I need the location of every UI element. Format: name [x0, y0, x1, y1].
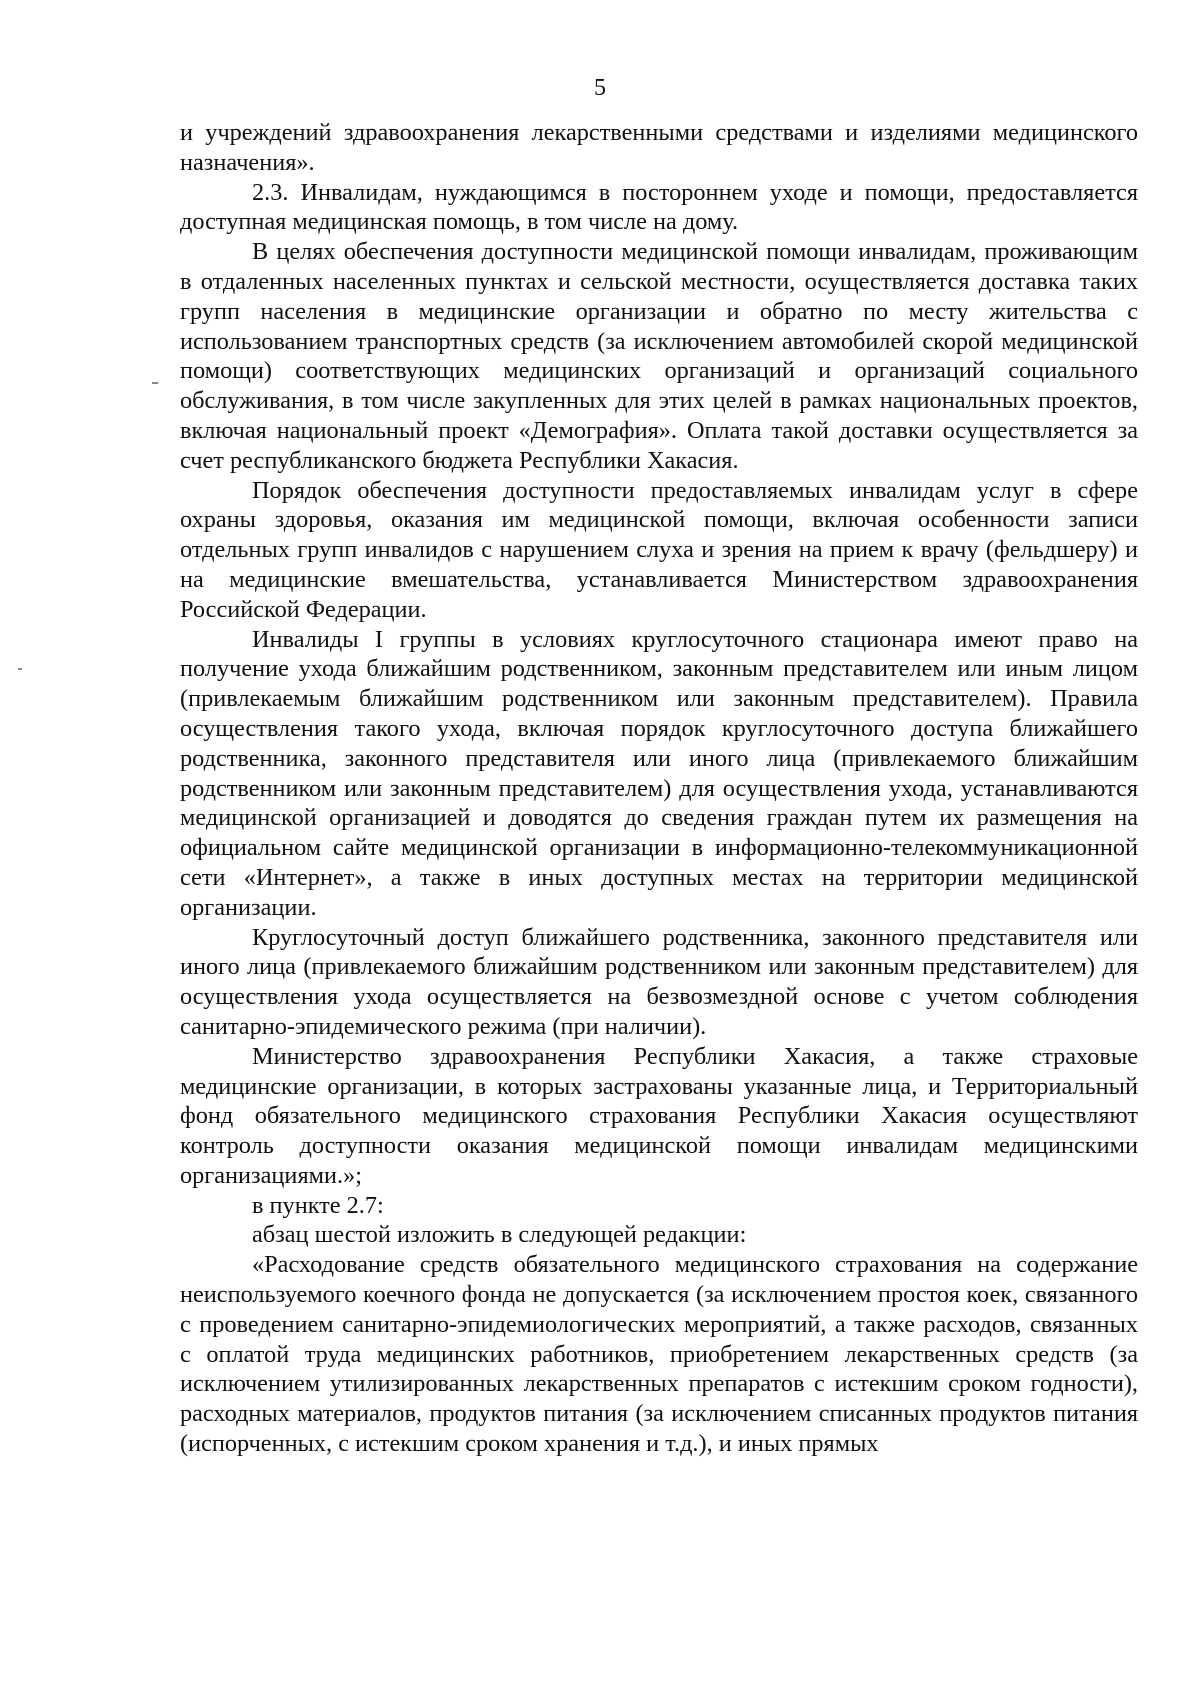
page-number: 5 — [594, 75, 606, 101]
paragraph-clause-2-3: 2.3. Инвалидам, нуждающимся в постороннем уходе и помощи, предоставляется доступная медицинская помощь, в том числе на дому. — [180, 178, 1138, 236]
document-body — [180, 118, 1138, 1459]
paragraph-control: Министерство здравоохранения Республики Хакасия, а также страховые медицинские организации, в которых застрахованы указанные лица, и Территориальный фонд обязательного медицинского страхования Республики Хакасия осуществляют контроль доступности оказания медицинской помощи инвалидам медицинскими организациями.»; — [180, 1042, 1138, 1189]
paragraph-continuation: и учреждений здравоохранения лекарственными средствами и изделиями медицинского назначения». — [180, 119, 1138, 176]
scan-speck — [152, 382, 158, 384]
scan-speck — [18, 668, 22, 670]
paragraph-expenditure: «Расходование средств обязательного медицинского страхования на содержание неиспользуемого коечного фонда не допускается (за исключением простоя коек, связанного с проведением санитарно-эпидемиологических мероприятий, а также расходов, связанных с оплатой труда медицинских работников, приобретением лекарственных средств (за исключением утилизированных лекарственных препаратов с истекшим сроком годности), расходных материалов, продуктов питания (за исключением списанных продуктов питания (испорченных, с истекшим сроком хранения и т.д.), и иных прямых — [180, 1251, 1138, 1458]
paragraph-care-rights: Инвалиды I группы в условиях круглосуточного стационара имеют право на получение ухода ближайшим родственником, законным представителем или иным лицом (привлекаемым ближайшим родственником или законным представителем). Правила осуществления такого ухода, включая порядок круглосуточного доступа ближайшего родственника, законного представителя или иного лица (привлекаемого ближайшим родственником или законным представителем) для осуществления ухода, устанавливаются медицинской организацией и доводятся до сведения граждан путем их размещения на официальном сайте медицинской организации в информационно-телекоммуникационной сети «Интернет», а также в иных доступных местах на территории медицинской организации. — [180, 625, 1138, 921]
paragraph-clause-2-7: в пункте 2.7: — [252, 1191, 384, 1219]
paragraph-accessibility-procedure: Порядок обеспечения доступности предоставляемых инвалидам услуг в сфере охраны здоровья, оказания им медицинской помощи, включая особенности записи отдельных групп инвалидов с нарушением слуха и зрения на прием к врачу (фельдшеру) и на медицинские вмешательства, устанавливается Министерством здравоохранения Российской Федерации. — [180, 476, 1138, 623]
paragraph-amendment-intro: абзац шестой изложить в следующей редакции: — [252, 1221, 747, 1249]
paragraph-transport-delivery: В целях обеспечения доступности медицинской помощи инвалидам, проживающим в отдаленных населенных пунктах и сельской местности, осуществляется доставка таких групп населения в медицинские организации и обратно по месту жительства с использованием транспортных средств (за исключением автомобилей скорой медицинской помощи) соответствующих медицинских организаций и организаций социального обслуживания, в том числе закупленных для этих целей в рамках национальных проектов, включая национальный проект «Демография». Оплата такой доставки осуществляется за счет республиканского бюджета Республики Хакасия. — [180, 238, 1138, 474]
paragraph-round-the-clock-access: Круглосуточный доступ ближайшего родственника, законного представителя или иного лица (привлекаемого ближайшим родственником или законным представителем) для осуществления ухода осуществляется на безвозмездной основе с учетом соблюдения санитарно-эпидемического режима (при наличии). — [180, 923, 1138, 1040]
